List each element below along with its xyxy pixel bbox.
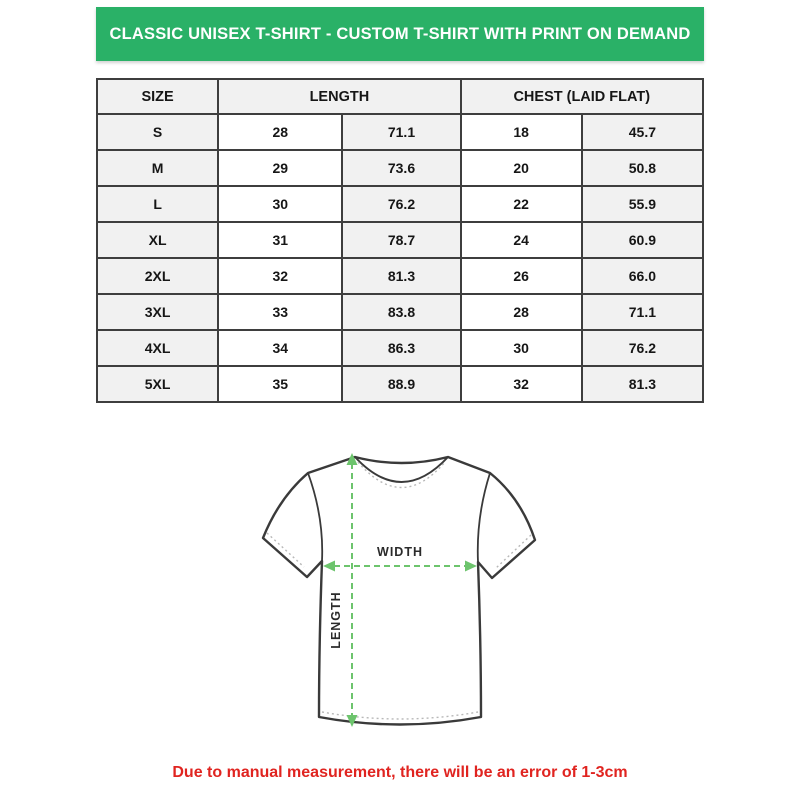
tshirt-measurement-diagram [260, 443, 540, 748]
size-chart-table [96, 78, 704, 403]
measurement-disclaimer: Due to manual measurement, there will be an error of 1-3cm [172, 764, 628, 781]
chest-in-cell: 24 [461, 222, 582, 258]
chest-in-cell: 18 [461, 114, 582, 150]
length-cm-cell: 73.6 [342, 150, 460, 186]
length-cm-cell: 86.3 [342, 330, 460, 366]
table-row [97, 258, 703, 294]
product-title: CLASSIC UNISEX T-SHIRT - CUSTOM T-SHIRT WITH PRINT ON DEMAND [109, 24, 691, 43]
tshirt-diagram-svg [260, 443, 540, 748]
column-header-length: LENGTH [218, 79, 460, 114]
length-in-cell: 34 [218, 330, 342, 366]
length-in-cell: 29 [218, 150, 342, 186]
chest-in-cell: 32 [461, 366, 582, 402]
length-cm-cell: 78.7 [342, 222, 460, 258]
length-cm-cell: 71.1 [342, 114, 460, 150]
chest-cm-cell: 45.7 [582, 114, 703, 150]
size-cell: M [97, 150, 218, 186]
length-in-cell: 28 [218, 114, 342, 150]
product-title-banner [96, 7, 704, 61]
table-row [97, 222, 703, 258]
length-cm-cell: 83.8 [342, 294, 460, 330]
table-row [97, 186, 703, 222]
column-header-chest: CHEST (LAID FLAT) [461, 79, 703, 114]
size-cell: S [97, 114, 218, 150]
chest-cm-cell: 55.9 [582, 186, 703, 222]
length-in-cell: 31 [218, 222, 342, 258]
chest-in-cell: 28 [461, 294, 582, 330]
length-in-cell: 35 [218, 366, 342, 402]
length-cm-cell: 88.9 [342, 366, 460, 402]
length-in-cell: 32 [218, 258, 342, 294]
chest-in-cell: 26 [461, 258, 582, 294]
size-cell: 4XL [97, 330, 218, 366]
width-label: WIDTH [377, 545, 423, 559]
length-label: LENGTH [329, 591, 343, 649]
tshirt-outline-icon [263, 457, 535, 725]
column-header-size: SIZE [97, 79, 218, 114]
table-row [97, 330, 703, 366]
table-row [97, 366, 703, 402]
size-cell: 3XL [97, 294, 218, 330]
length-in-cell: 33 [218, 294, 342, 330]
chest-in-cell: 20 [461, 150, 582, 186]
table-row [97, 150, 703, 186]
chest-cm-cell: 60.9 [582, 222, 703, 258]
chest-cm-cell: 71.1 [582, 294, 703, 330]
chest-cm-cell: 66.0 [582, 258, 703, 294]
length-cm-cell: 76.2 [342, 186, 460, 222]
chest-in-cell: 30 [461, 330, 582, 366]
table-row [97, 294, 703, 330]
chest-cm-cell: 81.3 [582, 366, 703, 402]
length-in-cell: 30 [218, 186, 342, 222]
size-cell: L [97, 186, 218, 222]
table-row [97, 114, 703, 150]
chest-cm-cell: 76.2 [582, 330, 703, 366]
size-cell: 2XL [97, 258, 218, 294]
length-cm-cell: 81.3 [342, 258, 460, 294]
size-cell: 5XL [97, 366, 218, 402]
chest-in-cell: 22 [461, 186, 582, 222]
size-cell: XL [97, 222, 218, 258]
chest-cm-cell: 50.8 [582, 150, 703, 186]
table-header-row [97, 79, 703, 114]
